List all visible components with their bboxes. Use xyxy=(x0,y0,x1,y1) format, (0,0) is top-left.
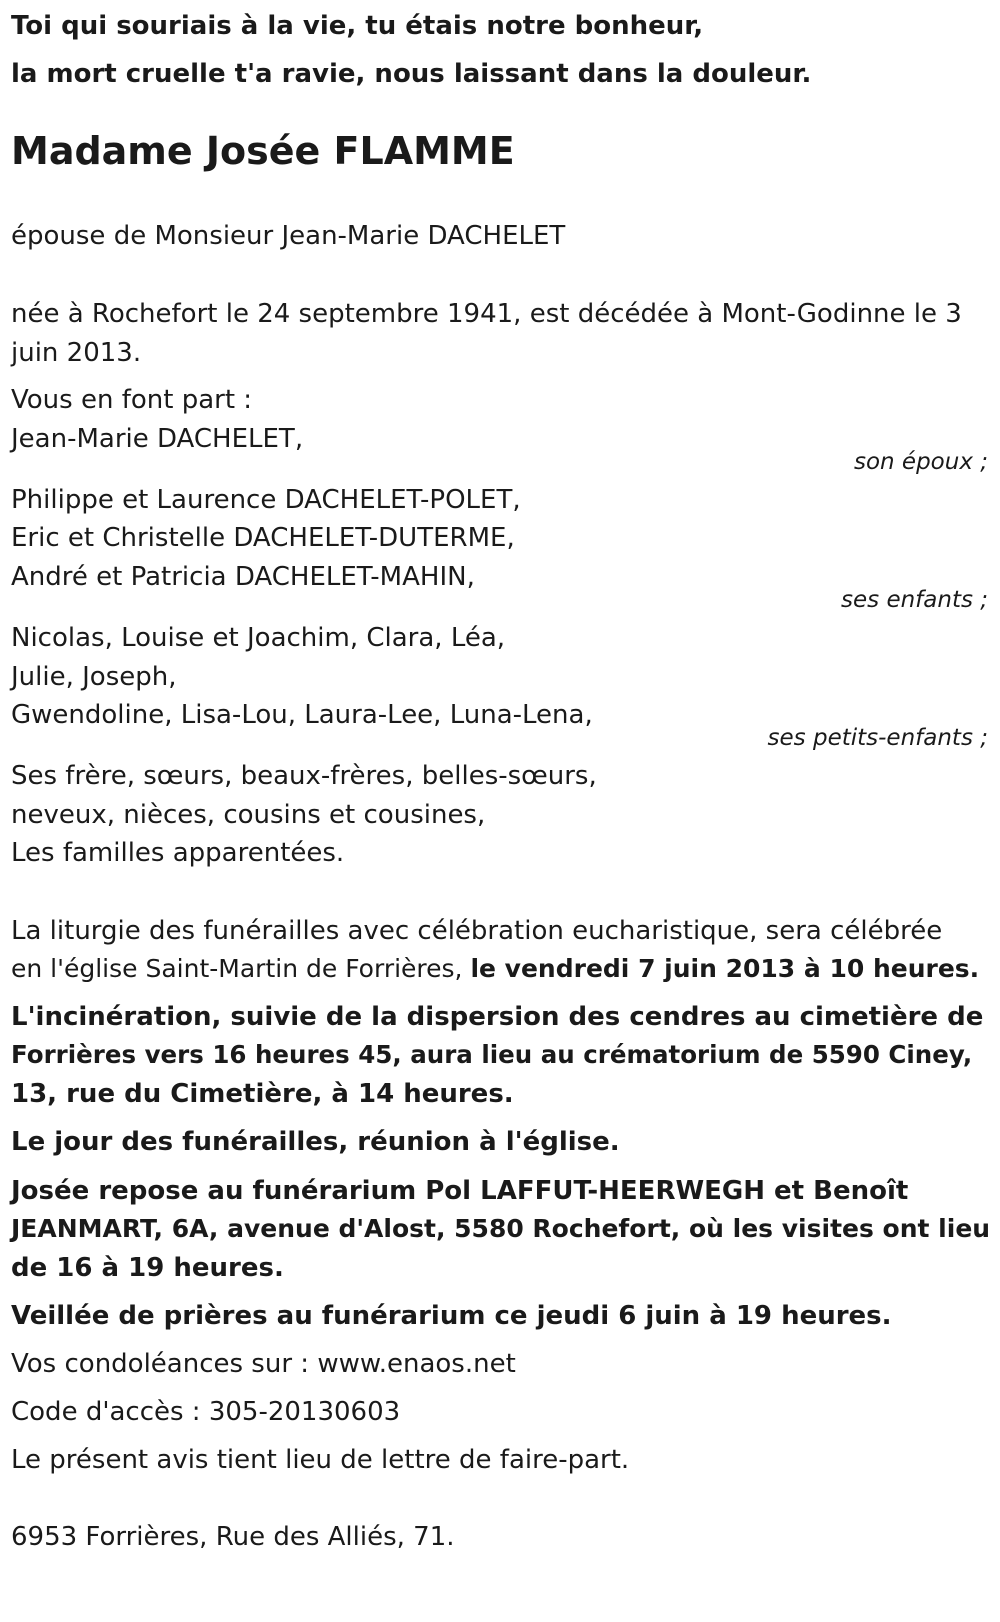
spouse-name: Jean-Marie DACHELET, xyxy=(11,424,304,454)
others-line-2: neveux, nièces, cousins et cousines, xyxy=(11,800,486,830)
others-line-1: Ses frère, sœurs, beaux-frères, belles-sœurs, xyxy=(11,761,597,791)
children-relation: ses enfants ; xyxy=(841,587,988,613)
ceremony-line-2 xyxy=(11,949,979,989)
funeral-home-line-3: de 16 à 19 heures. xyxy=(11,1253,284,1283)
spouse-line: épouse de Monsieur Jean-Marie DACHELET xyxy=(11,221,566,251)
spouse-relation: son époux ; xyxy=(853,449,988,475)
cremation-line-3: 13, rue du Cimetière, à 14 heures. xyxy=(11,1079,514,1109)
birth-death-line-2: juin 2013. xyxy=(11,338,142,368)
funeral-home-line-1: Josée repose au funérarium Pol LAFFUT-HEERWEGH et Benoît xyxy=(11,1176,909,1206)
grandchild-line-3: Gwendoline, Lisa-Lou, Laura-Lee, Luna-Lena, xyxy=(11,700,593,730)
ceremony-datetime: le vendredi 7 juin 2013 à 10 heures. xyxy=(470,954,980,983)
funeral-home-line-2: JEANMART, 6A, avenue d'Alost, 5580 Rochefort, où les visites ont lieu xyxy=(11,1214,991,1243)
address-line: 6953 Forrières, Rue des Alliés, 71. xyxy=(11,1522,455,1552)
others-line-3: Les familles apparentées. xyxy=(11,838,345,868)
child-line-1: Philippe et Laurence DACHELET-POLET, xyxy=(11,485,521,515)
epigraph-line-1: Toi qui souriais à la vie, tu étais notre bonheur, xyxy=(11,11,704,41)
gathering-line: Le jour des funérailles, réunion à l'église. xyxy=(11,1127,620,1157)
cremation-line-2: Forrières vers 16 heures 45, aura lieu au crématorium de 5590 Ciney, xyxy=(11,1040,973,1069)
ceremony-line-1: La liturgie des funérailles avec célébration eucharistique, sera célébrée xyxy=(11,916,943,946)
cremation-line-1: L'incinération, suivie de la dispersion des cendres au cimetière de xyxy=(11,1002,984,1032)
child-line-2: Eric et Christelle DACHELET-DUTERME, xyxy=(11,523,515,553)
ceremony-location: en l'église Saint-Martin de Forrières, xyxy=(11,954,471,983)
vigil-line: Veillée de prières au funérarium ce jeudi 6 juin à 19 heures. xyxy=(11,1301,892,1331)
grandchildren-relation: ses petits-enfants ; xyxy=(767,725,988,751)
condolences-line: Vos condoléances sur : www.enaos.net xyxy=(11,1349,516,1379)
birth-death-line-1: née à Rochefort le 24 septembre 1941, est décédée à Mont-Godinne le 3 xyxy=(11,299,962,329)
child-line-3: André et Patricia DACHELET-MAHIN, xyxy=(11,562,475,592)
announce-intro: Vous en font part : xyxy=(11,385,253,415)
deceased-name: Madame Josée FLAMME xyxy=(11,129,515,173)
grandchild-line-2: Julie, Joseph, xyxy=(11,662,177,692)
epigraph-line-2: la mort cruelle t'a ravie, nous laissant dans la douleur. xyxy=(11,59,812,89)
access-code-line: Code d'accès : 305-20130603 xyxy=(11,1397,401,1427)
grandchild-line-1: Nicolas, Louise et Joachim, Clara, Léa, xyxy=(11,623,506,653)
notice-line: Le présent avis tient lieu de lettre de faire-part. xyxy=(11,1445,630,1475)
